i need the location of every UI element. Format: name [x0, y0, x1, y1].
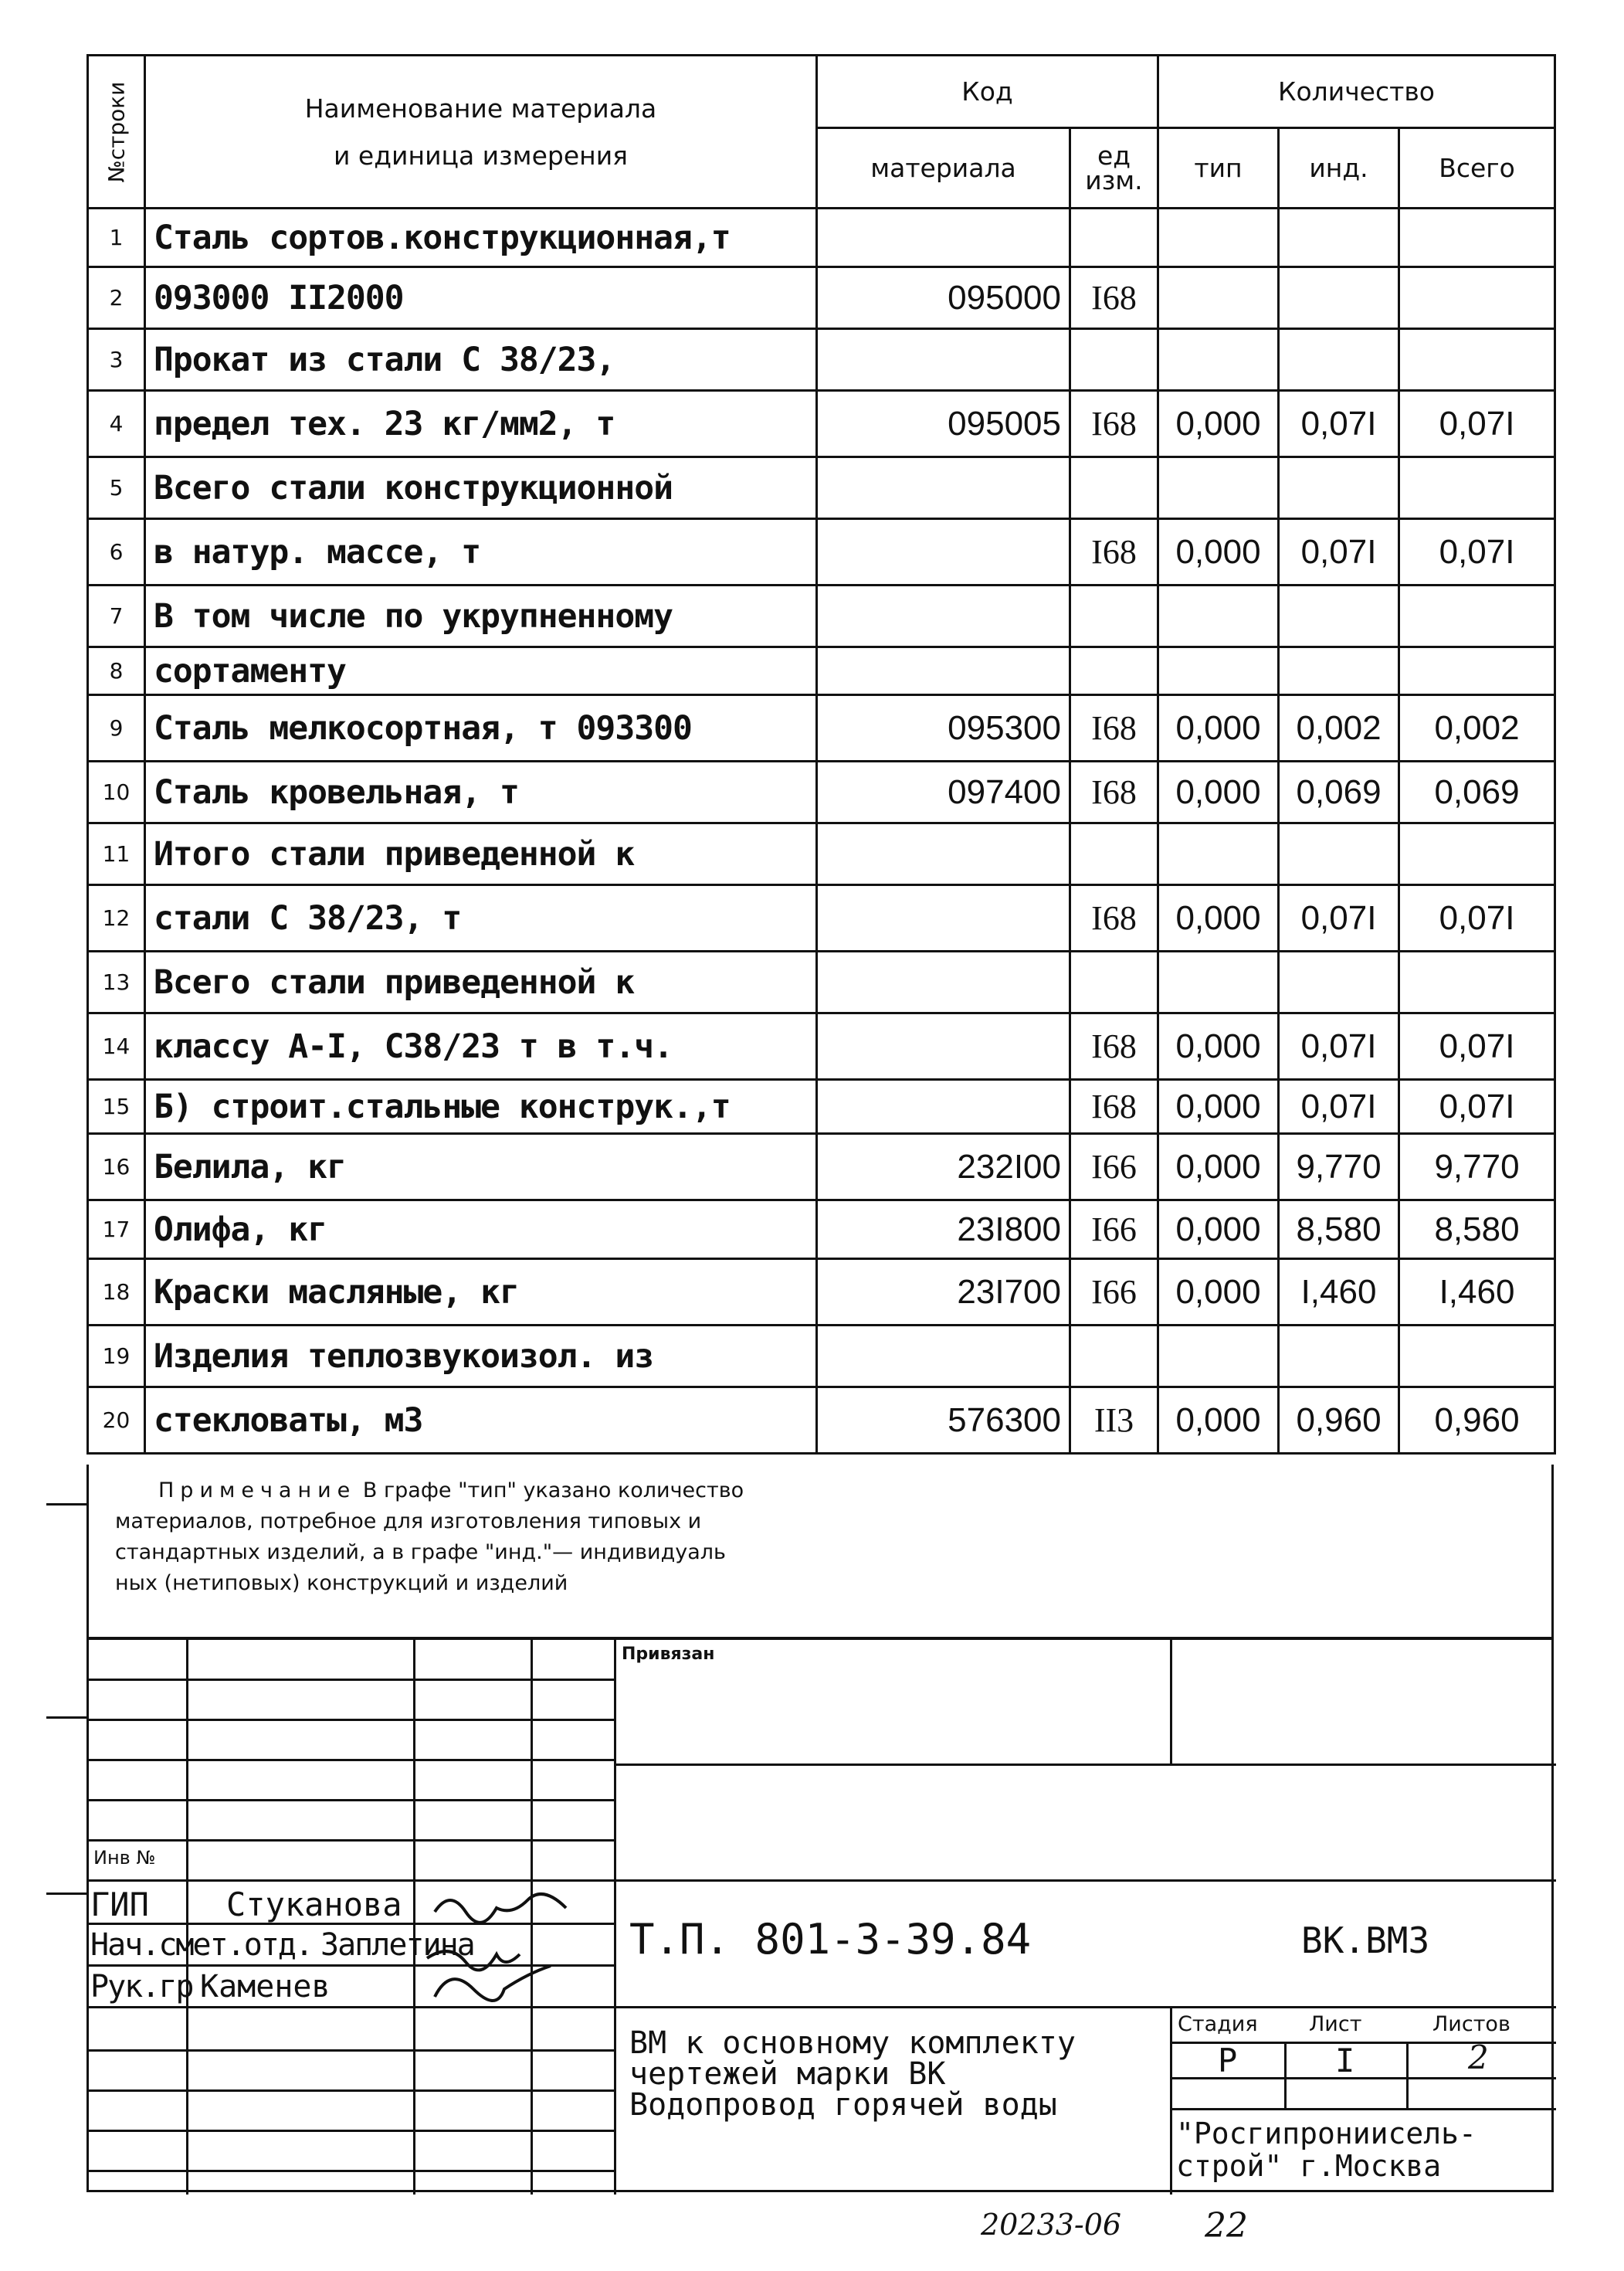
row-number: 4 — [88, 391, 145, 457]
qty-typ: 0,000 — [1158, 1134, 1279, 1200]
rownum-header: №строки — [88, 56, 145, 209]
qty-typ: 0,000 — [1158, 391, 1279, 457]
material-name: сортаменту — [145, 647, 817, 695]
name-header: Наименование материала и единица измерения — [145, 56, 817, 209]
sheets-value: 2 — [1468, 2038, 1489, 2076]
typ-header: тип — [1158, 128, 1279, 209]
rukgr-name: Каменев — [200, 1969, 331, 2005]
title-block — [86, 1638, 1554, 2192]
material-name: Сталь сортов.конструкционная,т — [145, 209, 817, 267]
qty-total — [1399, 1326, 1555, 1387]
qty-total — [1399, 823, 1555, 885]
unit-code: I68 — [1070, 391, 1158, 457]
unit-header: ед изм. — [1070, 128, 1158, 209]
qty-typ: 0,000 — [1158, 762, 1279, 823]
qty-ind — [1279, 647, 1399, 695]
qty-typ: 0,000 — [1158, 519, 1279, 586]
row-number: 16 — [88, 1134, 145, 1200]
row-number: 13 — [88, 952, 145, 1013]
qty-total — [1399, 329, 1555, 391]
row-number: 7 — [88, 586, 145, 647]
material-code: 23I800 — [817, 1200, 1070, 1259]
material-code — [817, 1326, 1070, 1387]
qty-total: 0,07I — [1399, 1080, 1555, 1134]
qty-total — [1399, 952, 1555, 1013]
material-name: Прокат из стали С 38/23, — [145, 329, 817, 391]
qty-typ — [1158, 1326, 1279, 1387]
qty-ind: 9,770 — [1279, 1134, 1399, 1200]
table-row — [88, 267, 1555, 329]
qty-total: 0,07I — [1399, 1013, 1555, 1080]
note-word: Примечание — [158, 1478, 357, 1502]
material-code-header: материала — [817, 128, 1070, 209]
qty-total — [1399, 209, 1555, 267]
row-number: 3 — [88, 329, 145, 391]
row-number: 1 — [88, 209, 145, 267]
row-number: 10 — [88, 762, 145, 823]
material-code: 23I700 — [817, 1259, 1070, 1326]
row-number: 20 — [88, 1387, 145, 1454]
qty-ind: 8,580 — [1279, 1200, 1399, 1259]
code-group-header: Код — [817, 56, 1158, 128]
row-number: 18 — [88, 1259, 145, 1326]
material-code — [817, 457, 1070, 519]
note-line2: материалов, потребное для изготовления типовых и — [115, 1509, 702, 1533]
unit-code: I66 — [1070, 1134, 1158, 1200]
row-number: 12 — [88, 885, 145, 952]
row-number: 2 — [88, 267, 145, 329]
unit-code: II3 — [1070, 1387, 1158, 1454]
material-code: 095000 — [817, 267, 1070, 329]
material-code — [817, 209, 1070, 267]
gip-role: ГИП — [90, 1886, 149, 1923]
qty-group-header: Количество — [1158, 56, 1555, 128]
qty-ind: 0,069 — [1279, 762, 1399, 823]
unit-code — [1070, 952, 1158, 1013]
ind-header: инд. — [1279, 128, 1399, 209]
qty-typ — [1158, 457, 1279, 519]
qty-ind: 0,07I — [1279, 1013, 1399, 1080]
page-number: 22 — [1205, 2206, 1248, 2246]
material-name: Б) строит.стальные конструк.,т — [145, 1080, 817, 1134]
qty-typ — [1158, 823, 1279, 885]
unit-code — [1070, 1326, 1158, 1387]
material-code — [817, 1080, 1070, 1134]
material-code — [817, 823, 1070, 885]
table-row — [88, 762, 1555, 823]
margin-mark — [46, 1893, 89, 1895]
qty-ind: 0,07I — [1279, 519, 1399, 586]
qty-typ: 0,000 — [1158, 1200, 1279, 1259]
table-row — [88, 1013, 1555, 1080]
org-line2: строй" г.Москва — [1176, 2149, 1442, 2183]
material-code: 097400 — [817, 762, 1070, 823]
unit-code — [1070, 329, 1158, 391]
stage-value: Р — [1218, 2042, 1238, 2079]
material-code: 232I00 — [817, 1134, 1070, 1200]
qty-ind: I,460 — [1279, 1259, 1399, 1326]
materials-table — [86, 54, 1556, 1455]
note-line1: В графе "тип" указано количество — [362, 1478, 744, 1502]
smet-name: Заплетина — [320, 1927, 474, 1963]
unit-code: I68 — [1070, 519, 1158, 586]
material-name: в натур. массе, т — [145, 519, 817, 586]
qty-ind — [1279, 267, 1399, 329]
material-name: Сталь кровельная, т — [145, 762, 817, 823]
qty-total — [1399, 647, 1555, 695]
qty-ind — [1279, 1326, 1399, 1387]
note-line3: стандартных изделий, а в графе "инд."— индивидуаль — [115, 1540, 726, 1564]
material-code — [817, 647, 1070, 695]
qty-total: 0,069 — [1399, 762, 1555, 823]
table-row — [88, 952, 1555, 1013]
qty-total — [1399, 267, 1555, 329]
qty-typ: 0,000 — [1158, 1387, 1279, 1454]
qty-ind — [1279, 329, 1399, 391]
qty-typ — [1158, 952, 1279, 1013]
signatures-icon — [419, 1881, 605, 2012]
row-number: 5 — [88, 457, 145, 519]
qty-total: 0,07I — [1399, 885, 1555, 952]
material-sheet — [86, 54, 1554, 1455]
table-row — [88, 519, 1555, 586]
material-code — [817, 885, 1070, 952]
table-row — [88, 1134, 1555, 1200]
row-number: 8 — [88, 647, 145, 695]
qty-ind — [1279, 952, 1399, 1013]
table-row — [88, 647, 1555, 695]
qty-ind: 0,07I — [1279, 391, 1399, 457]
qty-total — [1399, 457, 1555, 519]
unit-code — [1070, 823, 1158, 885]
unit-code — [1070, 647, 1158, 695]
sheet-value: I — [1335, 2042, 1355, 2079]
qty-typ — [1158, 329, 1279, 391]
qty-ind: 0,960 — [1279, 1387, 1399, 1454]
table-row — [88, 209, 1555, 267]
table-row — [88, 1326, 1555, 1387]
row-number: 19 — [88, 1326, 145, 1387]
qty-total: I,460 — [1399, 1259, 1555, 1326]
material-name: Олифа, кг — [145, 1200, 817, 1259]
sheets-label: Листов — [1432, 2012, 1510, 2036]
qty-typ: 0,000 — [1158, 885, 1279, 952]
row-number: 15 — [88, 1080, 145, 1134]
gip-name: Стуканова — [226, 1886, 402, 1923]
organization — [1176, 2117, 1477, 2182]
table-row — [88, 1200, 1555, 1259]
privyazan-label: Привязан — [622, 1645, 715, 1664]
material-code — [817, 952, 1070, 1013]
qty-ind — [1279, 586, 1399, 647]
material-code — [817, 329, 1070, 391]
material-name: стекловаты, м3 — [145, 1387, 817, 1454]
qty-typ — [1158, 586, 1279, 647]
material-name: Итого стали приведенной к — [145, 823, 817, 885]
stage-label: Стадия — [1178, 2012, 1258, 2036]
row-number: 6 — [88, 519, 145, 586]
row-number: 11 — [88, 823, 145, 885]
qty-total: 0,002 — [1399, 695, 1555, 762]
qty-ind — [1279, 823, 1399, 885]
material-name: В том числе по укрупненному — [145, 586, 817, 647]
total-header: Всего — [1399, 128, 1555, 209]
unit-code — [1070, 586, 1158, 647]
qty-total: 8,580 — [1399, 1200, 1555, 1259]
doc-mark: ВК.ВМ3 — [1301, 1920, 1430, 1961]
qty-total: 0,960 — [1399, 1387, 1555, 1454]
material-code — [817, 586, 1070, 647]
table-row — [88, 329, 1555, 391]
qty-ind — [1279, 457, 1399, 519]
unit-code: I66 — [1070, 1259, 1158, 1326]
archive-number: 20233-06 — [981, 2208, 1122, 2242]
inv-label: Инв № — [93, 1847, 156, 1869]
material-name: Всего стали приведенной к — [145, 952, 817, 1013]
material-name: предел тех. 23 кг/мм2, т — [145, 391, 817, 457]
unit-code: I68 — [1070, 1080, 1158, 1134]
qty-total: 0,07I — [1399, 519, 1555, 586]
qty-typ: 0,000 — [1158, 1259, 1279, 1326]
doc-title — [629, 2025, 1076, 2123]
material-code: 576300 — [817, 1387, 1070, 1454]
material-name: Изделия теплозвукоизол. из — [145, 1326, 817, 1387]
material-name: 093000 II2000 — [145, 267, 817, 329]
doc-title-line2: чертежей марки ВК — [629, 2056, 946, 2092]
table-row — [88, 1080, 1555, 1134]
qty-total — [1399, 586, 1555, 647]
doc-title-line1: ВМ к основному комплекту — [629, 2025, 1076, 2061]
material-code — [817, 1013, 1070, 1080]
unit-code: I68 — [1070, 695, 1158, 762]
material-name: Сталь мелкосортная, т 093300 — [145, 695, 817, 762]
unit-code: I66 — [1070, 1200, 1158, 1259]
table-row — [88, 391, 1555, 457]
material-name: Белила, кг — [145, 1134, 817, 1200]
qty-typ — [1158, 267, 1279, 329]
unit-code: I68 — [1070, 1013, 1158, 1080]
table-row — [88, 695, 1555, 762]
row-number: 14 — [88, 1013, 145, 1080]
qty-total: 0,07I — [1399, 391, 1555, 457]
table-row — [88, 457, 1555, 519]
unit-code — [1070, 457, 1158, 519]
unit-code — [1070, 209, 1158, 267]
rukgr-role: Рук.гр — [90, 1969, 193, 2005]
org-line1: "Росгипрониисель- — [1176, 2117, 1477, 2150]
table-row — [88, 1259, 1555, 1326]
material-code — [817, 519, 1070, 586]
material-name: стали С 38/23, т — [145, 885, 817, 952]
qty-total: 9,770 — [1399, 1134, 1555, 1200]
qty-typ — [1158, 209, 1279, 267]
margin-mark — [46, 1716, 89, 1719]
material-name: Краски масляные, кг — [145, 1259, 817, 1326]
table-row — [88, 823, 1555, 885]
qty-typ — [1158, 647, 1279, 695]
smet-role: Нач.смет.отд. — [90, 1927, 313, 1963]
table-row — [88, 586, 1555, 647]
material-name: Всего стали конструкционной — [145, 457, 817, 519]
qty-typ: 0,000 — [1158, 695, 1279, 762]
note-line4: ных (нетиповых) конструкций и изделий — [115, 1571, 568, 1595]
doc-number: Т.П. 801-3-39.84 — [629, 1915, 1032, 1964]
unit-code: I68 — [1070, 762, 1158, 823]
table-row — [88, 885, 1555, 952]
qty-ind: 0,002 — [1279, 695, 1399, 762]
qty-ind: 0,07I — [1279, 885, 1399, 952]
sheet-label: Лист — [1309, 2012, 1362, 2036]
row-number: 9 — [88, 695, 145, 762]
table-row — [88, 1387, 1555, 1454]
material-name: классу А-I, С38/23 т в т.ч. — [145, 1013, 817, 1080]
qty-typ: 0,000 — [1158, 1013, 1279, 1080]
qty-ind — [1279, 209, 1399, 267]
qty-typ: 0,000 — [1158, 1080, 1279, 1134]
note-block — [86, 1465, 1554, 1639]
materials-body — [88, 209, 1555, 1454]
unit-code: I68 — [1070, 267, 1158, 329]
material-code: 095005 — [817, 391, 1070, 457]
doc-title-line3: Водопровод горячей воды — [629, 2087, 1057, 2123]
unit-code: I68 — [1070, 885, 1158, 952]
row-number: 17 — [88, 1200, 145, 1259]
margin-mark — [46, 1503, 89, 1506]
material-code: 095300 — [817, 695, 1070, 762]
qty-ind: 0,07I — [1279, 1080, 1399, 1134]
